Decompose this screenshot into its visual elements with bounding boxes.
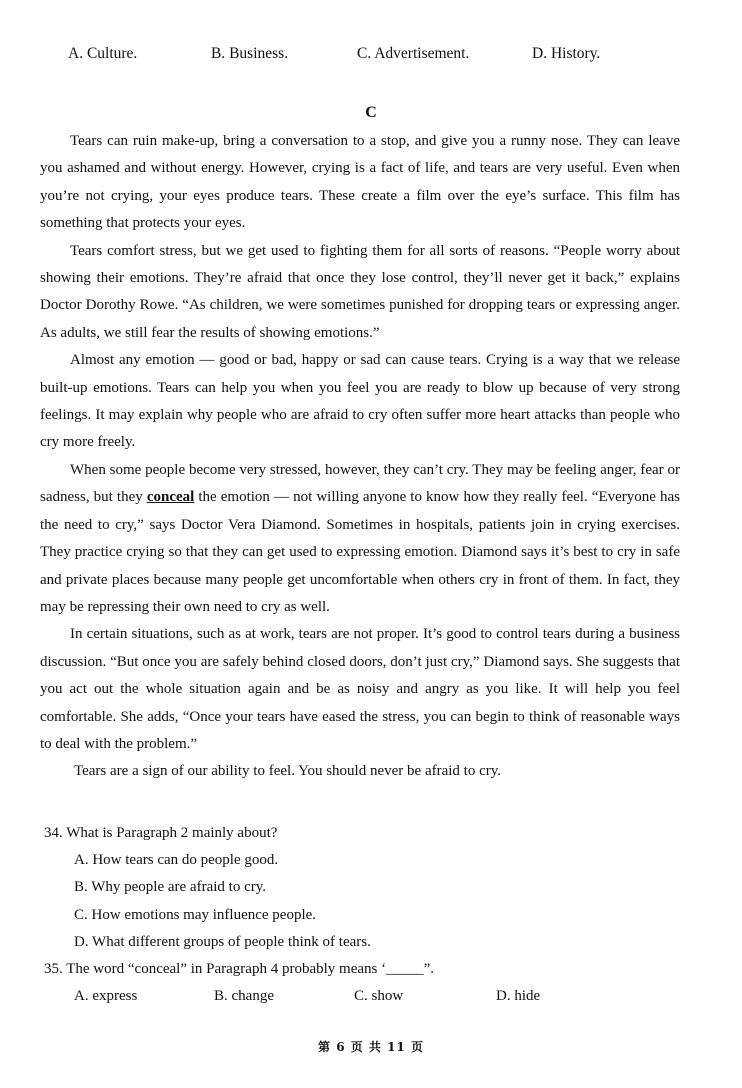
underlined-word-conceal: conceal	[146, 489, 195, 506]
paragraph-6: Tears are a sign of our ability to feel. You should never be afraid to cry.	[74, 763, 502, 780]
previous-question-options	[68, 45, 708, 67]
question-35	[44, 956, 684, 1010]
paragraph-2: Tears comfort stress, but we get used to fighting them for all sorts of reasons. “People worry about showing their emotions. They’re afraid that once they lose control, they’ll never get it back,” explains Doctor Dorothy Rowe. “As children, we were sometimes punished for dropping tears or expressing anger. As adults, we still fear the results of showing emotions.”	[40, 242, 680, 341]
question-34	[44, 820, 684, 956]
question-35-option-d: D. hide	[496, 988, 541, 1005]
paragraph-3: Almost any emotion — good or bad, happy or sad can cause tears. Crying is a way that we release built-up emotions. Tears can help you when you feel you are ready to blow up because of very strong feelings. It may explain why people who are afraid to cry often suffer more heart attacks than people who cry more freely.	[40, 352, 680, 451]
page-footer: 第 6 页 共 11 页	[318, 1040, 424, 1054]
option-c: C. Advertisement.	[357, 45, 470, 62]
option-d: D. History.	[532, 45, 601, 62]
paragraph-4-before: When some people become very stressed, however, they can’t cry. They may be feeling anger, fear or sadness, but they	[40, 461, 680, 506]
questions-block	[44, 820, 684, 1010]
option-a: A. Culture.	[68, 45, 138, 62]
paragraph-4	[40, 457, 680, 621]
question-35-option-c: C. show	[354, 988, 404, 1005]
question-35-option-a: A. express	[74, 988, 138, 1005]
question-35-stem: 35. The word “conceal” in Paragraph 4 probably means ‘_____”.	[44, 961, 435, 978]
question-34-option-a: A. How tears can do people good.	[74, 852, 279, 869]
option-b: B. Business.	[211, 45, 289, 62]
reading-passage	[40, 128, 680, 786]
paragraph-1: Tears can ruin make-up, bring a conversation to a stop, and give you a runny nose. They can leave you ashamed and without energy. However, crying is a fact of life, and tears are very useful. Even when you’re not crying, your eyes produce tears. These create a film over the eye’s surface. This film has something that protects your eyes.	[40, 133, 680, 232]
question-35-options	[44, 983, 684, 1010]
paragraph-5: In certain situations, such as at work, tears are not proper. It’s good to control tears during a business discussion. “But once you are safely behind closed doors, don’t just cry,” Diamond says. She suggests that you act out the whole situation again and be as noisy and angry as you like. It will help you feel comfortable. She adds, “Once your tears have eased the stress, you can begin to think of reasonable ways to deal with the problem.”	[40, 626, 680, 752]
paragraph-4-after: the emotion — not willing anyone to know how they really feel. “Everyone has the need to cry,” says Doctor Vera Diamond. Sometimes in hospitals, patients join in crying exercises. They practice crying so that they can get used to expressing emotion. Diamond says it’s best to cry in safe and private places because many people get uncomfortable when others cry in front of them. In fact, they may be repressing their own need to cry as well.	[40, 489, 680, 615]
question-34-option-d: D. What different groups of people think of tears.	[74, 933, 371, 950]
section-heading: C	[365, 104, 377, 121]
question-34-option-c: C. How emotions may influence people.	[74, 906, 317, 923]
question-35-option-b: B. change	[214, 988, 274, 1005]
question-34-option-b: B. Why people are afraid to cry.	[74, 879, 267, 896]
question-34-stem: 34. What is Paragraph 2 mainly about?	[44, 825, 278, 841]
